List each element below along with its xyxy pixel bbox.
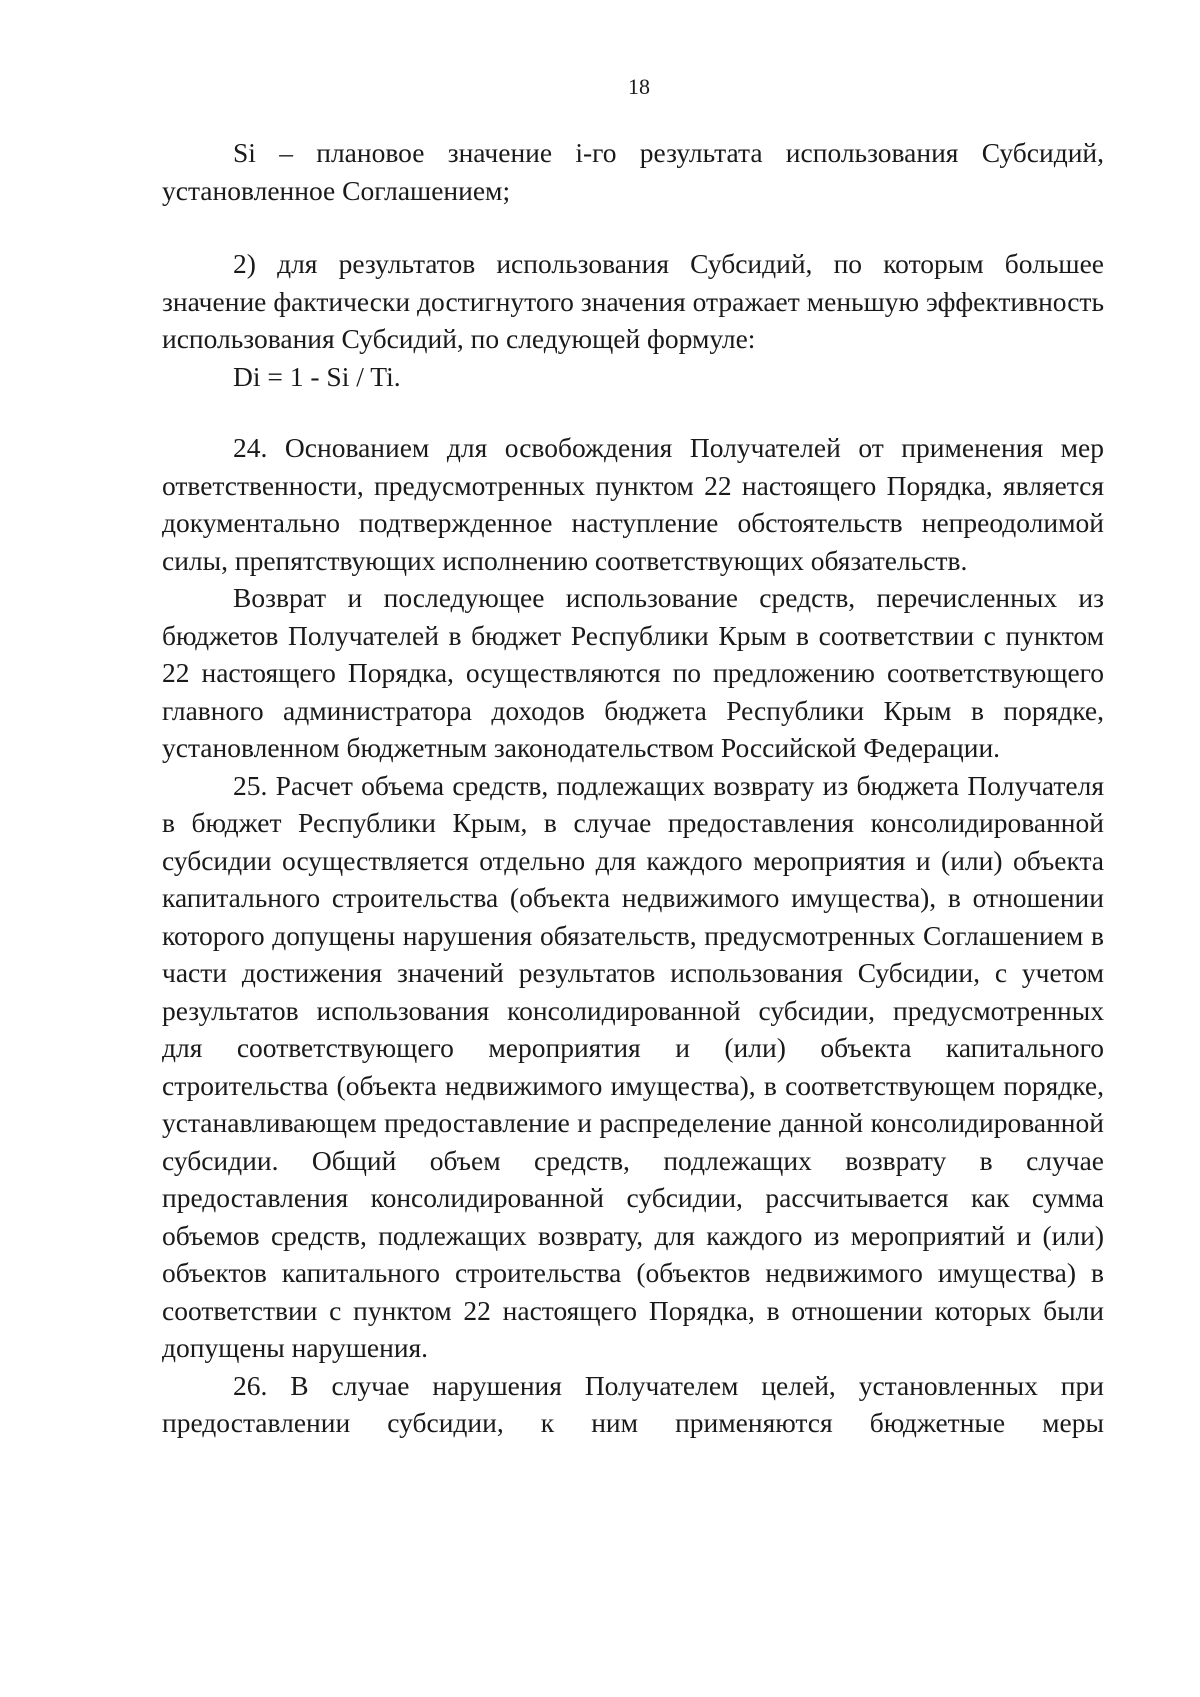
document-body — [162, 134, 1104, 1442]
paragraph-item-25: 25. Расчет объема средств, подлежащих возврату из бюджета Получателя в бюджет Республики Крым, в случае предоставления консолидированной субсидии осуществляется отдельно для каждого мероприятия и (или) объекта капитального строительства (объекта недвижимого имущества), в отношении которого допущены нарушения обязательств, предусмотренных Соглашением в части достижения значений результатов использования Субсидии, с учетом результатов использования консолидированной субсидии, предусмотренных для соответствующего мероприятия и (или) объекта капитального строительства (объекта недвижимого имущества), в соответствующем порядке, устанавливающем предоставление и распределение данной консолидированной субсидии. Общий объем средств, подлежащих возврату в случае предоставления консолидированной субсидии, рассчитывается как сумма объемов средств, подлежащих возврату, для каждого из мероприятий и (или) объектов капитального строительства (объектов недвижимого имущества) в соответствии с пунктом 22 настоящего Порядка, в отношении которых были допущены нарушения. — [162, 769, 1104, 1363]
paragraph-item-24: 24. Основанием для освобождения Получателей от применения мер ответственности, предусмотренных пунктом 22 настоящего Порядка, является документально подтвержденное наступление обстоятельств непреодолимой силы, препятствующих исполнению соответствующих обязательств. — [162, 432, 1104, 576]
formula-di: Di = 1 - Si / Ti. — [233, 360, 401, 392]
paragraph-item-24-return: Возврат и последующее использование средств, перечисленных из бюджетов Получателей в бюджет Республики Крым в соответствии с пунктом 22 настоящего Порядка, осуществляются по предложению соответствующего главного администратора доходов бюджета Республики Крым в порядке, установленном бюджетным законодательством Российской Федерации. — [162, 582, 1104, 763]
paragraph-si-definition: Si – плановое значение i-го результата использования Субсидий, установленное Соглашением; — [162, 137, 1104, 206]
page-number: 18 — [628, 74, 650, 99]
paragraph-item-2: 2) для результатов использования Субсидий, по которым большее значение фактически достигнутого значения отражает меньшую эффективность использования Субсидий, по следующей формуле: — [162, 248, 1104, 354]
paragraph-item-26: 26. В случае нарушения Получателем целей, установленных при предоставлении субсидии, к ним применяются бюджетные меры — [162, 1369, 1104, 1438]
